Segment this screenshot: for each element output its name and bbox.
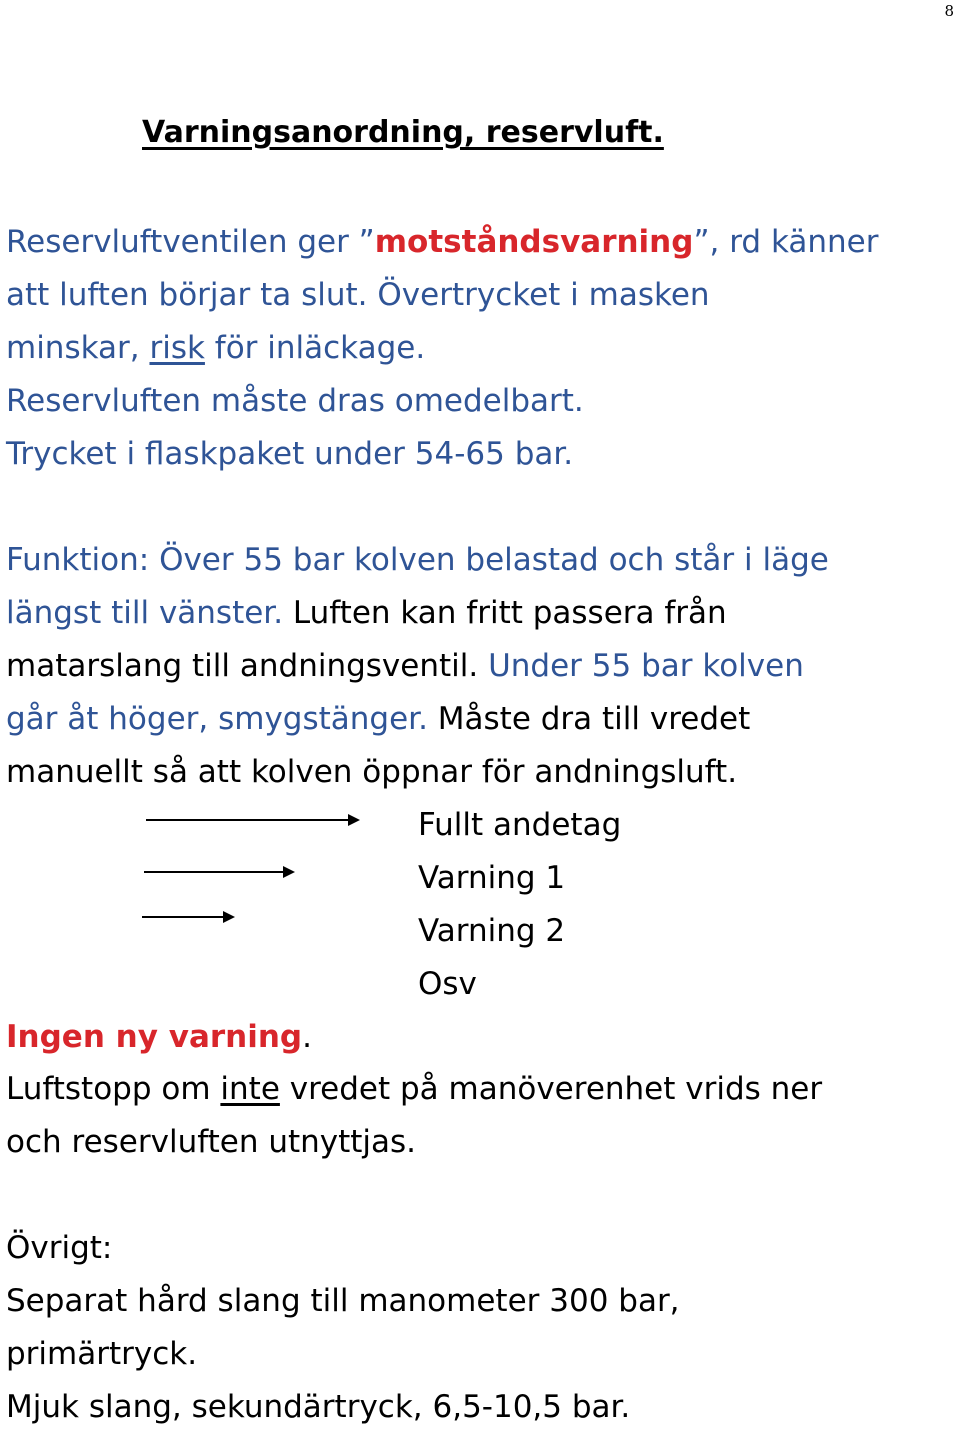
paragraph-line (6, 699, 750, 739)
paragraph-line (6, 328, 425, 368)
text-run: går åt höger, smygstänger. (6, 701, 438, 737)
paragraph-line: Trycket i flaskpaket under 54-65 bar. (6, 436, 574, 472)
paragraph-line (6, 222, 878, 262)
arrow-medium-icon (144, 864, 296, 880)
text-run: matarslang till andningsventil. (6, 648, 489, 684)
paragraph-line: primärtryck. (6, 1336, 198, 1372)
text-run: Luftstopp om (6, 1071, 221, 1107)
text-run: ”, rd känner (693, 224, 879, 260)
paragraph-line: Separat hård slang till manometer 300 bar, (6, 1283, 680, 1319)
text-run: Luften kan fritt passera från (292, 595, 727, 631)
underlined-term: risk (149, 330, 205, 366)
text-run: Måste dra till vredet (437, 701, 751, 737)
paragraph-line (6, 646, 804, 686)
paragraph-line (6, 1017, 312, 1057)
paragraph-line: och reservluften utnyttjas. (6, 1124, 417, 1160)
text-run: Reservluftventilen ger ” (6, 224, 375, 260)
text-run: vredet på manöverenhet vrids ner (279, 1071, 823, 1107)
arrow-label: Varning 2 (418, 913, 566, 949)
text-run: Under 55 bar kolven (488, 648, 804, 684)
paragraph-line: att luften börjar ta slut. Övertrycket i masken (6, 277, 710, 313)
text-run: . (302, 1019, 312, 1055)
paragraph-line: Mjuk slang, sekundärtryck, 6,5-10,5 bar. (6, 1389, 631, 1425)
arrow-long-icon (146, 812, 361, 828)
text-run: längst till vänster. (6, 595, 293, 631)
arrow-label: Varning 1 (418, 860, 566, 896)
arrow-short-icon (142, 909, 236, 925)
highlight-term: motståndsvarning (374, 224, 694, 260)
page-number: 8 (944, 2, 954, 20)
underlined-term: inte (220, 1071, 280, 1107)
arrow-label: Fullt andetag (418, 807, 622, 843)
section-heading: Övrigt: (6, 1230, 113, 1266)
page-title: Varningsanordning, reservluft. (142, 115, 664, 150)
text-run: för inläckage. (204, 330, 426, 366)
paragraph-line (6, 593, 727, 633)
paragraph-line (6, 1069, 822, 1109)
paragraph-line: Reservluften måste dras omedelbart. (6, 383, 584, 419)
paragraph-line: manuellt så att kolven öppnar för andningsluft. (6, 754, 738, 790)
warning-text: Ingen ny varning (6, 1019, 303, 1055)
text-run: minskar, (6, 330, 150, 366)
arrow-label: Osv (418, 966, 477, 1002)
paragraph-line: Funktion: Över 55 bar kolven belastad och står i läge (6, 542, 829, 578)
